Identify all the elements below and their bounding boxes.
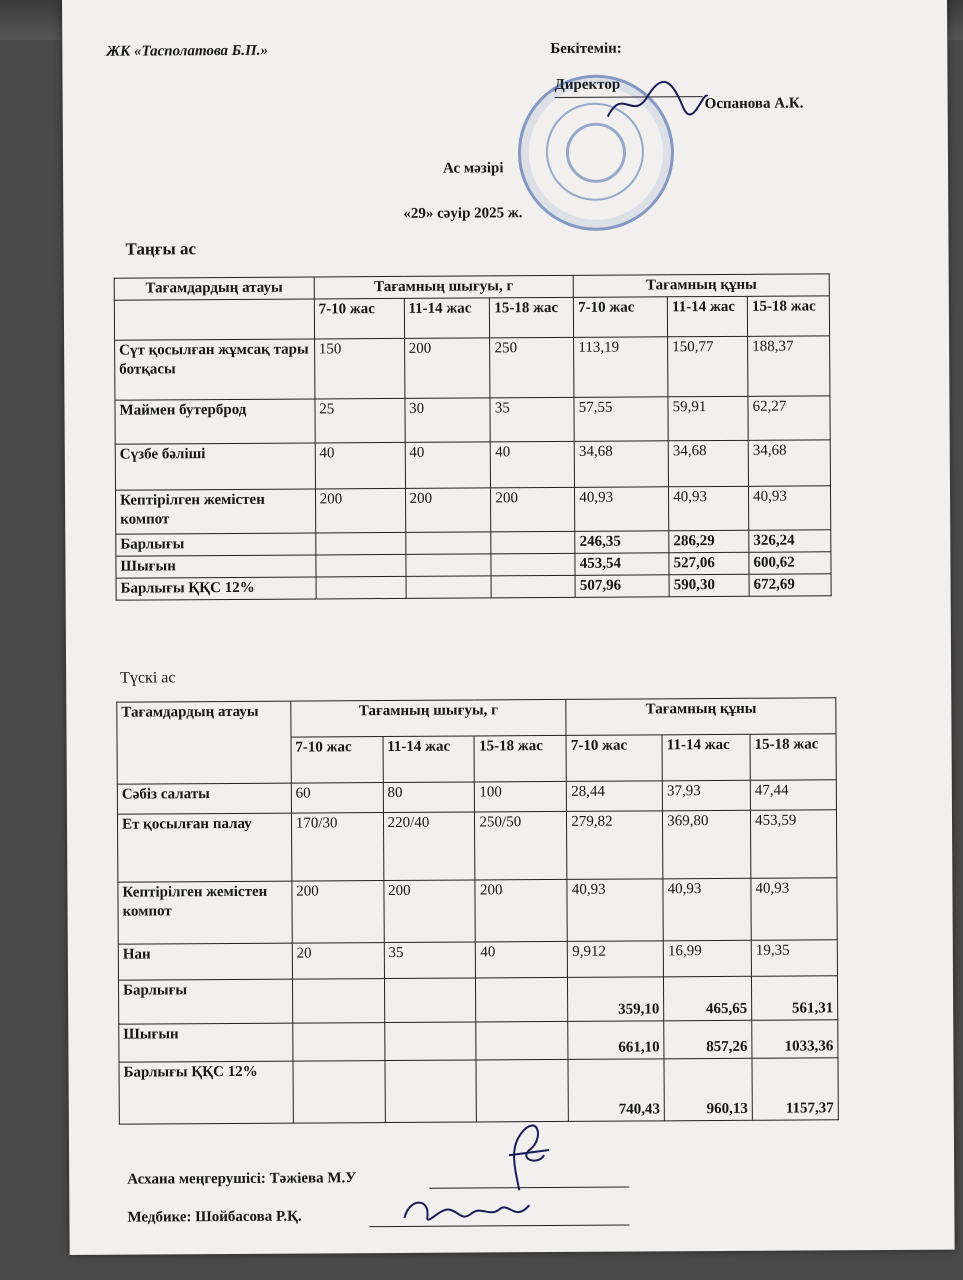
breakfast-age-cost-2: 11-14 жас	[667, 296, 747, 336]
table-row: Сәбіз салаты 60 80 100 28,44 37,93 47,44	[117, 780, 836, 814]
lunch-head-yield: Тағамның шығуы, г	[291, 699, 567, 737]
table-row: Маймен бутерброд 25 30 35 57,55 59,91 62,27	[115, 396, 830, 444]
total-row: Шығын 661,10 857,26 1033,36	[119, 1020, 838, 1062]
menu-date: «29» сәуір 2025 ж.	[403, 205, 523, 222]
document-page	[62, 0, 955, 1255]
canteen-head-signature	[489, 1115, 559, 1195]
breakfast-head-yield: Тағамның шығуы, г	[314, 275, 574, 299]
lunch-age-cost-1: 7-10 жас	[566, 735, 662, 782]
lunch-age-yield-1: 7-10 жас	[291, 737, 383, 784]
breakfast-age-yield-2: 11-14 жас	[404, 298, 490, 339]
breakfast-table	[114, 273, 832, 600]
lunch-head-cost: Тағамның құны	[566, 698, 836, 736]
director-label: Директор	[554, 76, 621, 93]
total-row: Барлығы ҚҚС 12% 507,96 590,30 672,69	[116, 574, 831, 600]
table-row: Нан 20 35 40 9,912 16,99 19,35	[118, 940, 837, 980]
table-row: Ет қосылған палау 170/30 220/40 250/50 279,82 369,80 453,59	[117, 810, 836, 882]
lunch-head-name: Тағамдардың атауы	[117, 701, 291, 784]
breakfast-age-cost-1: 7-10 жас	[574, 297, 668, 338]
breakfast-head-name: Тағамдардың атауы	[114, 277, 314, 300]
canteen-head-label: Асхана меңгерушісі: Тәжіева М.У	[127, 1170, 357, 1188]
total-row: Шығын 453,54 527,06 600,62	[116, 552, 831, 578]
organization-name: ЖК «Тасполатова Б.П.»	[106, 42, 269, 60]
approval-label: Бекітемін:	[550, 40, 622, 58]
table-row: Кептірілген жемістен компот 200 200 200 40,93 40,93 40,93	[115, 486, 830, 534]
breakfast-age-cost-3: 15-18 жас	[747, 296, 829, 336]
total-row: Барлығы ҚҚС 12% 740,43 960,13 1157,37	[119, 1058, 838, 1124]
total-row: Барлығы 359,10 465,65 561,31	[118, 976, 837, 1024]
table-row: Сүт қосылған жұмсақ тары ботқасы 150 200 250 113,19 150,77 188,37	[115, 336, 830, 400]
menu-title: Ас мәзірі	[442, 160, 504, 177]
table-row: Кептірілген жемістен компот 200 200 200 40,93 40,93 40,93	[118, 878, 837, 944]
lunch-table	[116, 697, 839, 1124]
lunch-age-cost-3: 15-18 жас	[750, 734, 836, 781]
lunch-heading: Түскі ас	[120, 669, 176, 687]
breakfast-heading: Таңғы ас	[125, 239, 197, 259]
lunch-age-yield-3: 15-18 жас	[474, 735, 566, 782]
nurse-signature	[399, 1187, 539, 1232]
breakfast-age-yield-3: 15-18 жас	[490, 297, 574, 338]
director-name: Оспанова А.К.	[704, 95, 804, 113]
lunch-age-yield-2: 11-14 жас	[383, 736, 475, 783]
lunch-age-cost-2: 11-14 жас	[662, 734, 750, 781]
table-row: Сүзбе бәліші 40 40 40 34,68 34,68 34,68	[115, 440, 830, 490]
director-signature	[602, 76, 712, 127]
total-row: Барлығы 246,35 286,29 326,24	[116, 530, 831, 556]
breakfast-head-cost: Тағамның құны	[573, 274, 829, 298]
nurse-label: Медбике: Шойбасова Р.Қ.	[127, 1208, 302, 1226]
breakfast-age-yield-1: 7-10 жас	[314, 298, 404, 339]
